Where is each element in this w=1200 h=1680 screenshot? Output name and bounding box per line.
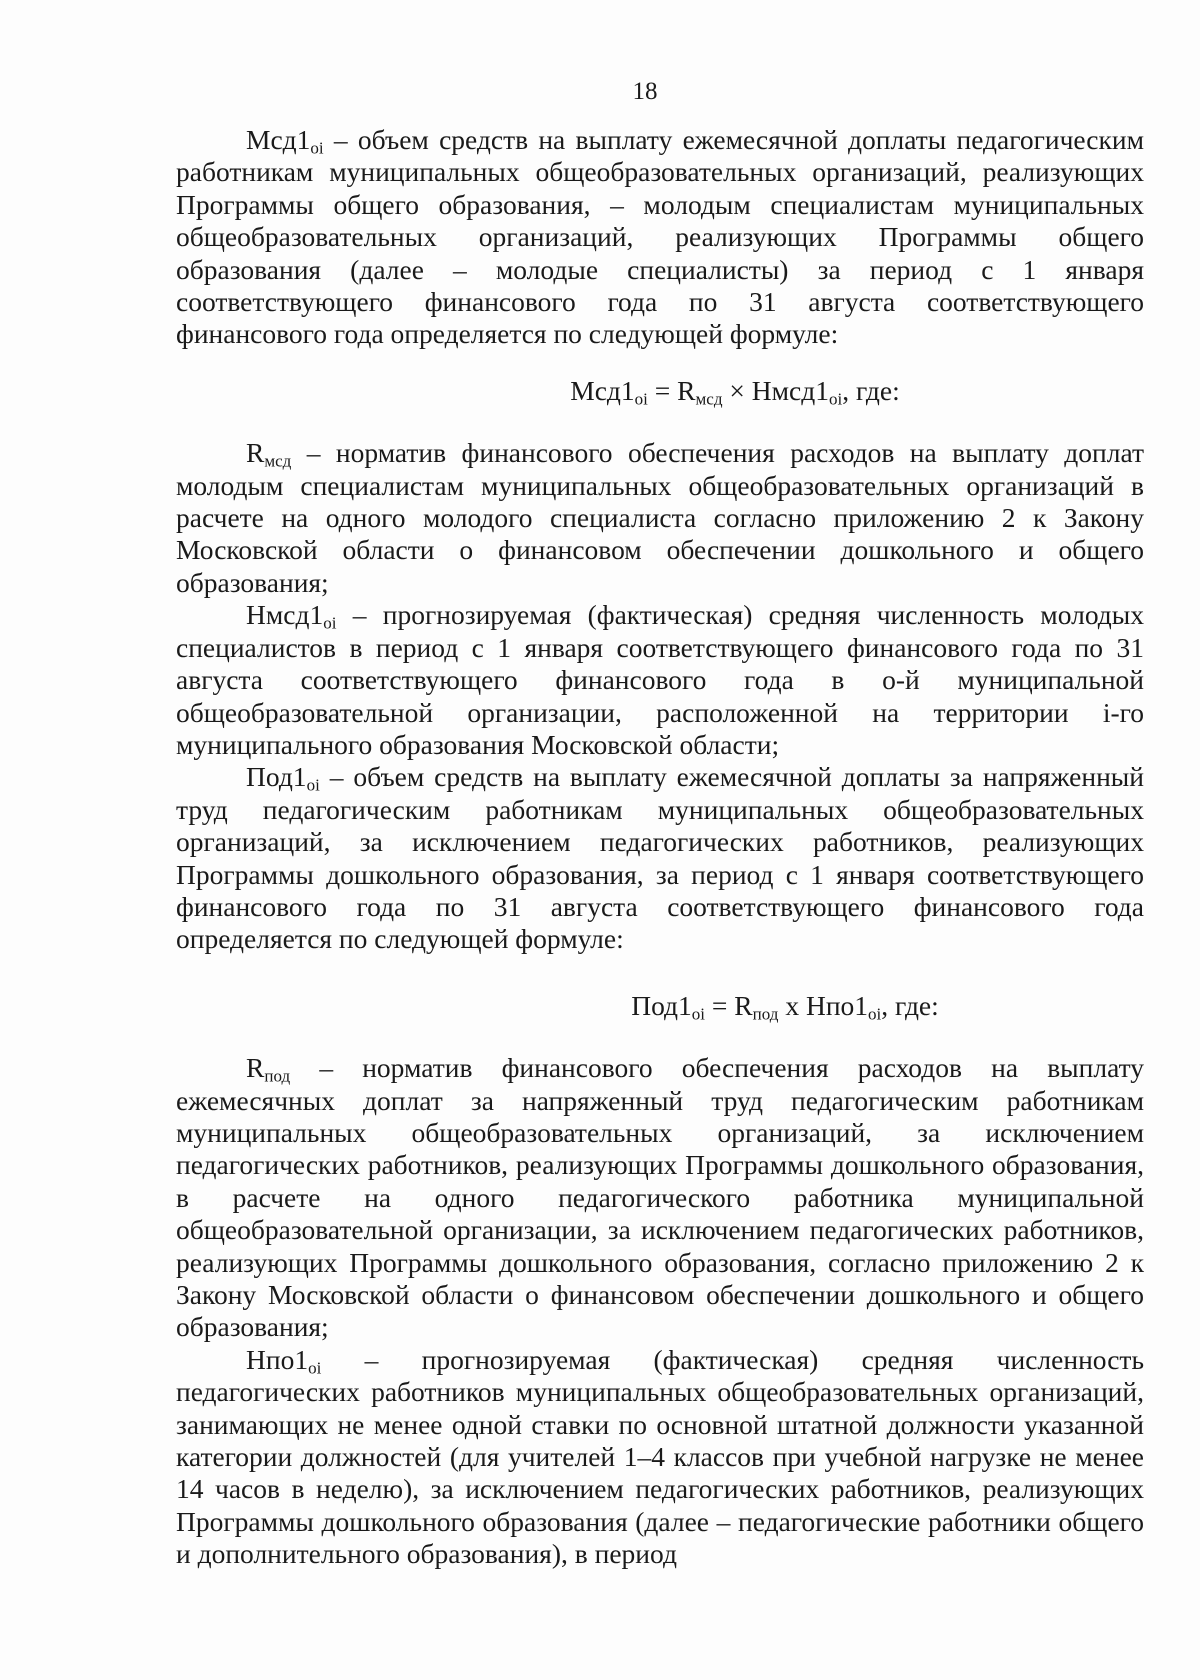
- formula-tail: , где:: [842, 374, 900, 406]
- paragraph-text: – объем средств на выплату ежемесячной доплаты за напряженный труд педагогическим работникам муниципальных общеобразовательных организаций, за исключением педагогических работников, реализующих Программы дошкольного образования, за период с 1 января соответствующего финансового года по 31 августа соответствующего финансового года определяется по следующей формуле:: [176, 761, 1144, 955]
- formula-tail: , где:: [881, 989, 939, 1021]
- symbol: Нмсд1: [246, 599, 324, 631]
- formula-r-subscript: мсд: [695, 389, 723, 409]
- symbol: Нпо1: [246, 1343, 309, 1375]
- formula-equals-r: = R: [705, 989, 753, 1021]
- formula-pod1: [176, 990, 1144, 1022]
- formula-r-subscript: под: [752, 1004, 779, 1023]
- symbol: R: [246, 1052, 265, 1084]
- symbol: R: [246, 437, 265, 469]
- formula-rhs: х Нпо1: [778, 989, 869, 1021]
- symbol-subscript: oi: [323, 613, 337, 633]
- symbol: Мсд1: [246, 124, 311, 155]
- symbol-subscript: мсд: [264, 451, 292, 471]
- paragraph-npo1-definition: [176, 1344, 1144, 1571]
- formula-lhs-subscript: oi: [634, 389, 648, 409]
- paragraph-text: – прогнозируемая (фактическая) средняя численность молодых специалистов в период с 1 января соответствующего финансового года по 31 августа соответствующего финансового года в о-й муниципальной общеобразовательной организации, расположенной на территории i-го муниципального образования Московской области;: [176, 599, 1144, 760]
- formula-rhs-subscript: oi: [868, 1004, 882, 1023]
- formula-msd1: [176, 375, 1144, 407]
- symbol-subscript: oi: [306, 775, 320, 795]
- document-body: [176, 124, 1144, 1571]
- paragraph-text: – норматив финансового обеспечения расходов на выплату доплат молодым специалистам муниципальных общеобразовательных организаций в расчете на одного молодого специалиста согласно приложению 2 к Закону Московской области о финансовом обеспечении дошкольного и общего образования;: [176, 437, 1144, 598]
- paragraph-text: – объем средств на выплату ежемесячной доплаты педагогическим работникам муниципальных общеобразовательных организаций, реализующих Программы общего образования, – молодым специалистам муниципальных общеобразовательных организаций, реализующих Программы общего образования (далее – молодые специалисты) за период с 1 января соответствующего финансового года по 31 августа соответствующего финансового года определяется по следующей формуле:: [176, 124, 1144, 350]
- paragraph-nmsd1-definition: [176, 599, 1144, 761]
- paragraph-msd1-definition: [176, 124, 1144, 351]
- symbol: Под1: [246, 761, 307, 793]
- paragraph-pod1-definition: [176, 761, 1144, 955]
- formula-rhs: × Нмсд1: [722, 374, 829, 406]
- formula-lhs-subscript: oi: [691, 1004, 706, 1023]
- paragraph-text: – прогнозируемая (фактическая) средняя численность педагогических работников муниципальных общеобразовательных организаций, занимающих не менее одной ставки по основной штатной должности указанной категории должностей (для учителей 1–4 классов при учебной нагрузке не менее 14 часов в неделю), за исключением педагогических работников, реализующих Программы дошкольного образования (далее – педагогические работники общего и дополнительного образования), в период: [176, 1343, 1144, 1570]
- page-number: 18: [632, 78, 658, 105]
- paragraph-text: – норматив финансового обеспечения расходов на выплату ежемесячных доплат за напряженный труд педагогическим работникам муниципальных общеобразовательных организаций, за исключением педагогических работников, реализующих Программы дошкольного образования, в расчете на одного педагогического работника муниципальной общеобразовательной организации, за исключением педагогических работников, реализующих Программы дошкольного образования, согласно приложению 2 к Закону Московской области о финансовом обеспечении дошкольного и общего образования;: [176, 1052, 1144, 1343]
- formula-lhs: Под1: [631, 989, 692, 1021]
- formula-equals-r: = R: [647, 374, 696, 406]
- paragraph-rpod-definition: [176, 1052, 1144, 1344]
- symbol-subscript: oi: [308, 1358, 322, 1378]
- symbol-subscript: oi: [310, 138, 324, 158]
- formula-rhs-subscript: oi: [829, 389, 843, 409]
- formula-lhs: Мсд1: [570, 374, 635, 406]
- symbol-subscript: под: [264, 1066, 291, 1086]
- paragraph-rmsd-definition: [176, 437, 1144, 599]
